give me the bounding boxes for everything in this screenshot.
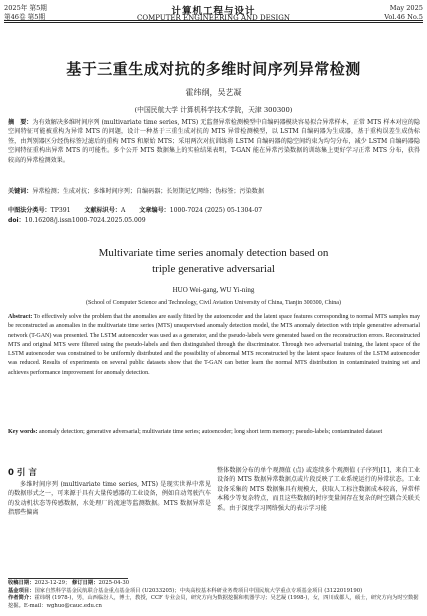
intro-column-right: 整体数据分布的单个观测值 (点) 或连续多个观测值 (子序列)[1]，来自工业设备的 MTS 数据异常数据点或片段反映了工业系统运行的异常状态。工业设备采集的 MTS 数据集具有规模大，获取人工标注数据成本较高，异常样本稀少等复杂特点，而且这些数据的时序变量间存在复杂的时空耦合关联关系。由于深度学习网络强大的表示学习能	[217, 467, 420, 512]
section-title-intro: 0 引 言	[8, 468, 37, 478]
keywords-cn	[8, 187, 420, 196]
footnote-rule	[8, 578, 128, 579]
clc-value: TP391	[50, 207, 71, 214]
abstract-text-cn: 为有效解决多维时间序列 (multivariate time series, MTS) 无监督异常检测模型中自编码器模块容易拟合异常样本，正常 MTS 样本对应的隐空间特征可能被重构为异常 MTS 的问题，设计一种基于三重生成对抗的 MTS 异常检测模型，以 LSTM 自编码器为生成器，基于重构误差生成伪标签，由判别器区分经伪标签过滤后的重构 MTS 和原始 MTS；采用两次对抗训练将 LSTM 自编码器的隐空间约束为均匀分布，减少 LSTM 自编码器隐空间特征重构出异常 MTS 的可能性。多个公开 MTS 数据集上的实验结果表明，T-GAN 能在异常污染数据的训练集上更好学习正常 MTS 分布，获得较高的异常检测效果。	[8, 119, 421, 164]
received-label: 收稿日期：	[8, 580, 35, 586]
fund-label: 基金项目：	[8, 587, 35, 594]
journal-title-en: COMPUTER ENGINEERING AND DESIGN	[137, 14, 290, 22]
bio-line	[8, 595, 420, 610]
abstract-label-cn: 摘 要：	[8, 119, 33, 126]
keywords-text-cn: 异常检测；生成对抗；多维时间序列；自编码器；长短期记忆网络；伪标签；污染数据	[32, 188, 264, 195]
authors-cn: 霍纬纲，吴艺凝	[185, 88, 242, 97]
abstract-en	[8, 313, 420, 378]
footnotes	[8, 580, 420, 610]
fund-text: 国家自然科学基金民航联合基金重点基金项目 (U2033205)；中央高校基本科研业务费项目中国民航大学重点专项基金项目 (3122019190)	[34, 587, 363, 594]
doc-code-value: A	[120, 207, 126, 214]
header-rule-thin	[4, 22, 423, 23]
keywords-label-en: Key words:	[8, 429, 38, 435]
journal-title-cn: 计算机工程与设计	[171, 6, 256, 17]
article-no-value: 1000-7024 (2025) 05-1304-07	[169, 207, 263, 214]
affiliation-cn: (中国民航大学 计算机科学技术学院，天津 300300)	[134, 106, 293, 114]
running-header	[4, 3, 423, 29]
article-no-group	[139, 207, 262, 214]
dates-line	[8, 580, 420, 588]
doi-label: doi：	[8, 217, 25, 224]
month-year-en: May 2025	[389, 4, 423, 12]
clc-label: 中图法分类号：	[8, 207, 51, 214]
bio-label: 作者简介：	[8, 595, 35, 602]
intro-column-left: 多维时间序列 (multivariate time series, MTS) 是现实世界中常见的数据形式之一，可来源于具有大量传感器的工业设备，例如自动驾驶汽车的发动机状态等传感数据，水处理厂的流速等监测数据。MTS 数据异常是指那些偏离	[8, 481, 211, 517]
volume-cn: 第46卷 第5期	[4, 13, 46, 21]
keywords-label-cn: 关键词：	[8, 188, 33, 195]
paper-title-en	[0, 246, 427, 277]
keywords-text-en: anomaly detection; generative adversarial; multivariate time series; autoencoder; long short term memory; pseudo-labels; contaminated dataset	[39, 429, 383, 435]
affiliation-en: (School of Computer Science and Technology, Civil Aviation University of China, Tianjin 300300, China)	[86, 300, 341, 306]
classification-line	[8, 206, 420, 215]
received-date: 2023-12-29；	[34, 580, 71, 586]
paper-title-cn: 基于三重生成对抗的多维时间序列异常检测	[66, 60, 361, 78]
abstract-text-en: To effectively solve the problem that the anomalies are easily fitted by the autoencoder and the latent space features corresponding to normal MTS samples may be reconstructed as anomalies in the multivariate time series (MTS) unsupervised anomaly detection model, the MTS anomaly detection with triple generative adversarial network (T-GAN) was presented. The LSTM autoencoder was used as a generator, and the pseudo-labels were generated based on the reconstruction errors. Reconstructed MTS and original MTS were filtered using the pseudo-labels and then distinguished through the discriminator. Through two adversarial training, the latent space of the LSTM autoencoder was constrained to be uniformly distributed and the possibility of abnormal MTS reconstructed by the latent space features of the LSTM autoencoder was reduced. Results of experiments on several public datasets show that the T-GAN can better learn the normal MTS distribution in contaminated training set and achieves performance improvement for anomaly detection.	[8, 314, 420, 376]
year-issue-cn: 2025年 第5期	[4, 4, 47, 12]
title-en-line1: Multivariate time series anomaly detection based on	[98, 247, 329, 259]
doi-value[interactable]: 10.16208/j.issn1000-7024.2025.05.009	[24, 217, 146, 224]
revised-label: 修订日期：	[72, 580, 99, 586]
revised-date: 2025-04-30	[98, 580, 130, 586]
header-rule-thick	[4, 20, 423, 21]
authors-en: HUO Wei-gang, WU Yi-ning	[172, 286, 255, 294]
abstract-label-en: Abstract:	[8, 314, 33, 320]
abstract-cn	[8, 118, 420, 165]
doi-line	[8, 216, 420, 225]
title-en-line2: triple generative adversarial	[152, 262, 275, 275]
vol-no-en: Vol.46 No.5	[384, 13, 423, 21]
keywords-en	[8, 428, 420, 437]
doc-code-group	[84, 207, 125, 214]
article-no-label: 文章编号：	[139, 207, 170, 214]
doc-code-label: 文献标识号：	[84, 207, 121, 214]
bio-text: 霍纬纲 (1978-)，男，山西临汾人，博士，教授，CCF 专业会员，研究方向为数据挖掘和机器学习；吴艺凝 (1998-)，女，四川成都人，硕士，研究方向为时空数据挖掘。E-mail：wghuo@cauc.edu.cn	[8, 595, 419, 609]
clc-group	[8, 207, 70, 214]
